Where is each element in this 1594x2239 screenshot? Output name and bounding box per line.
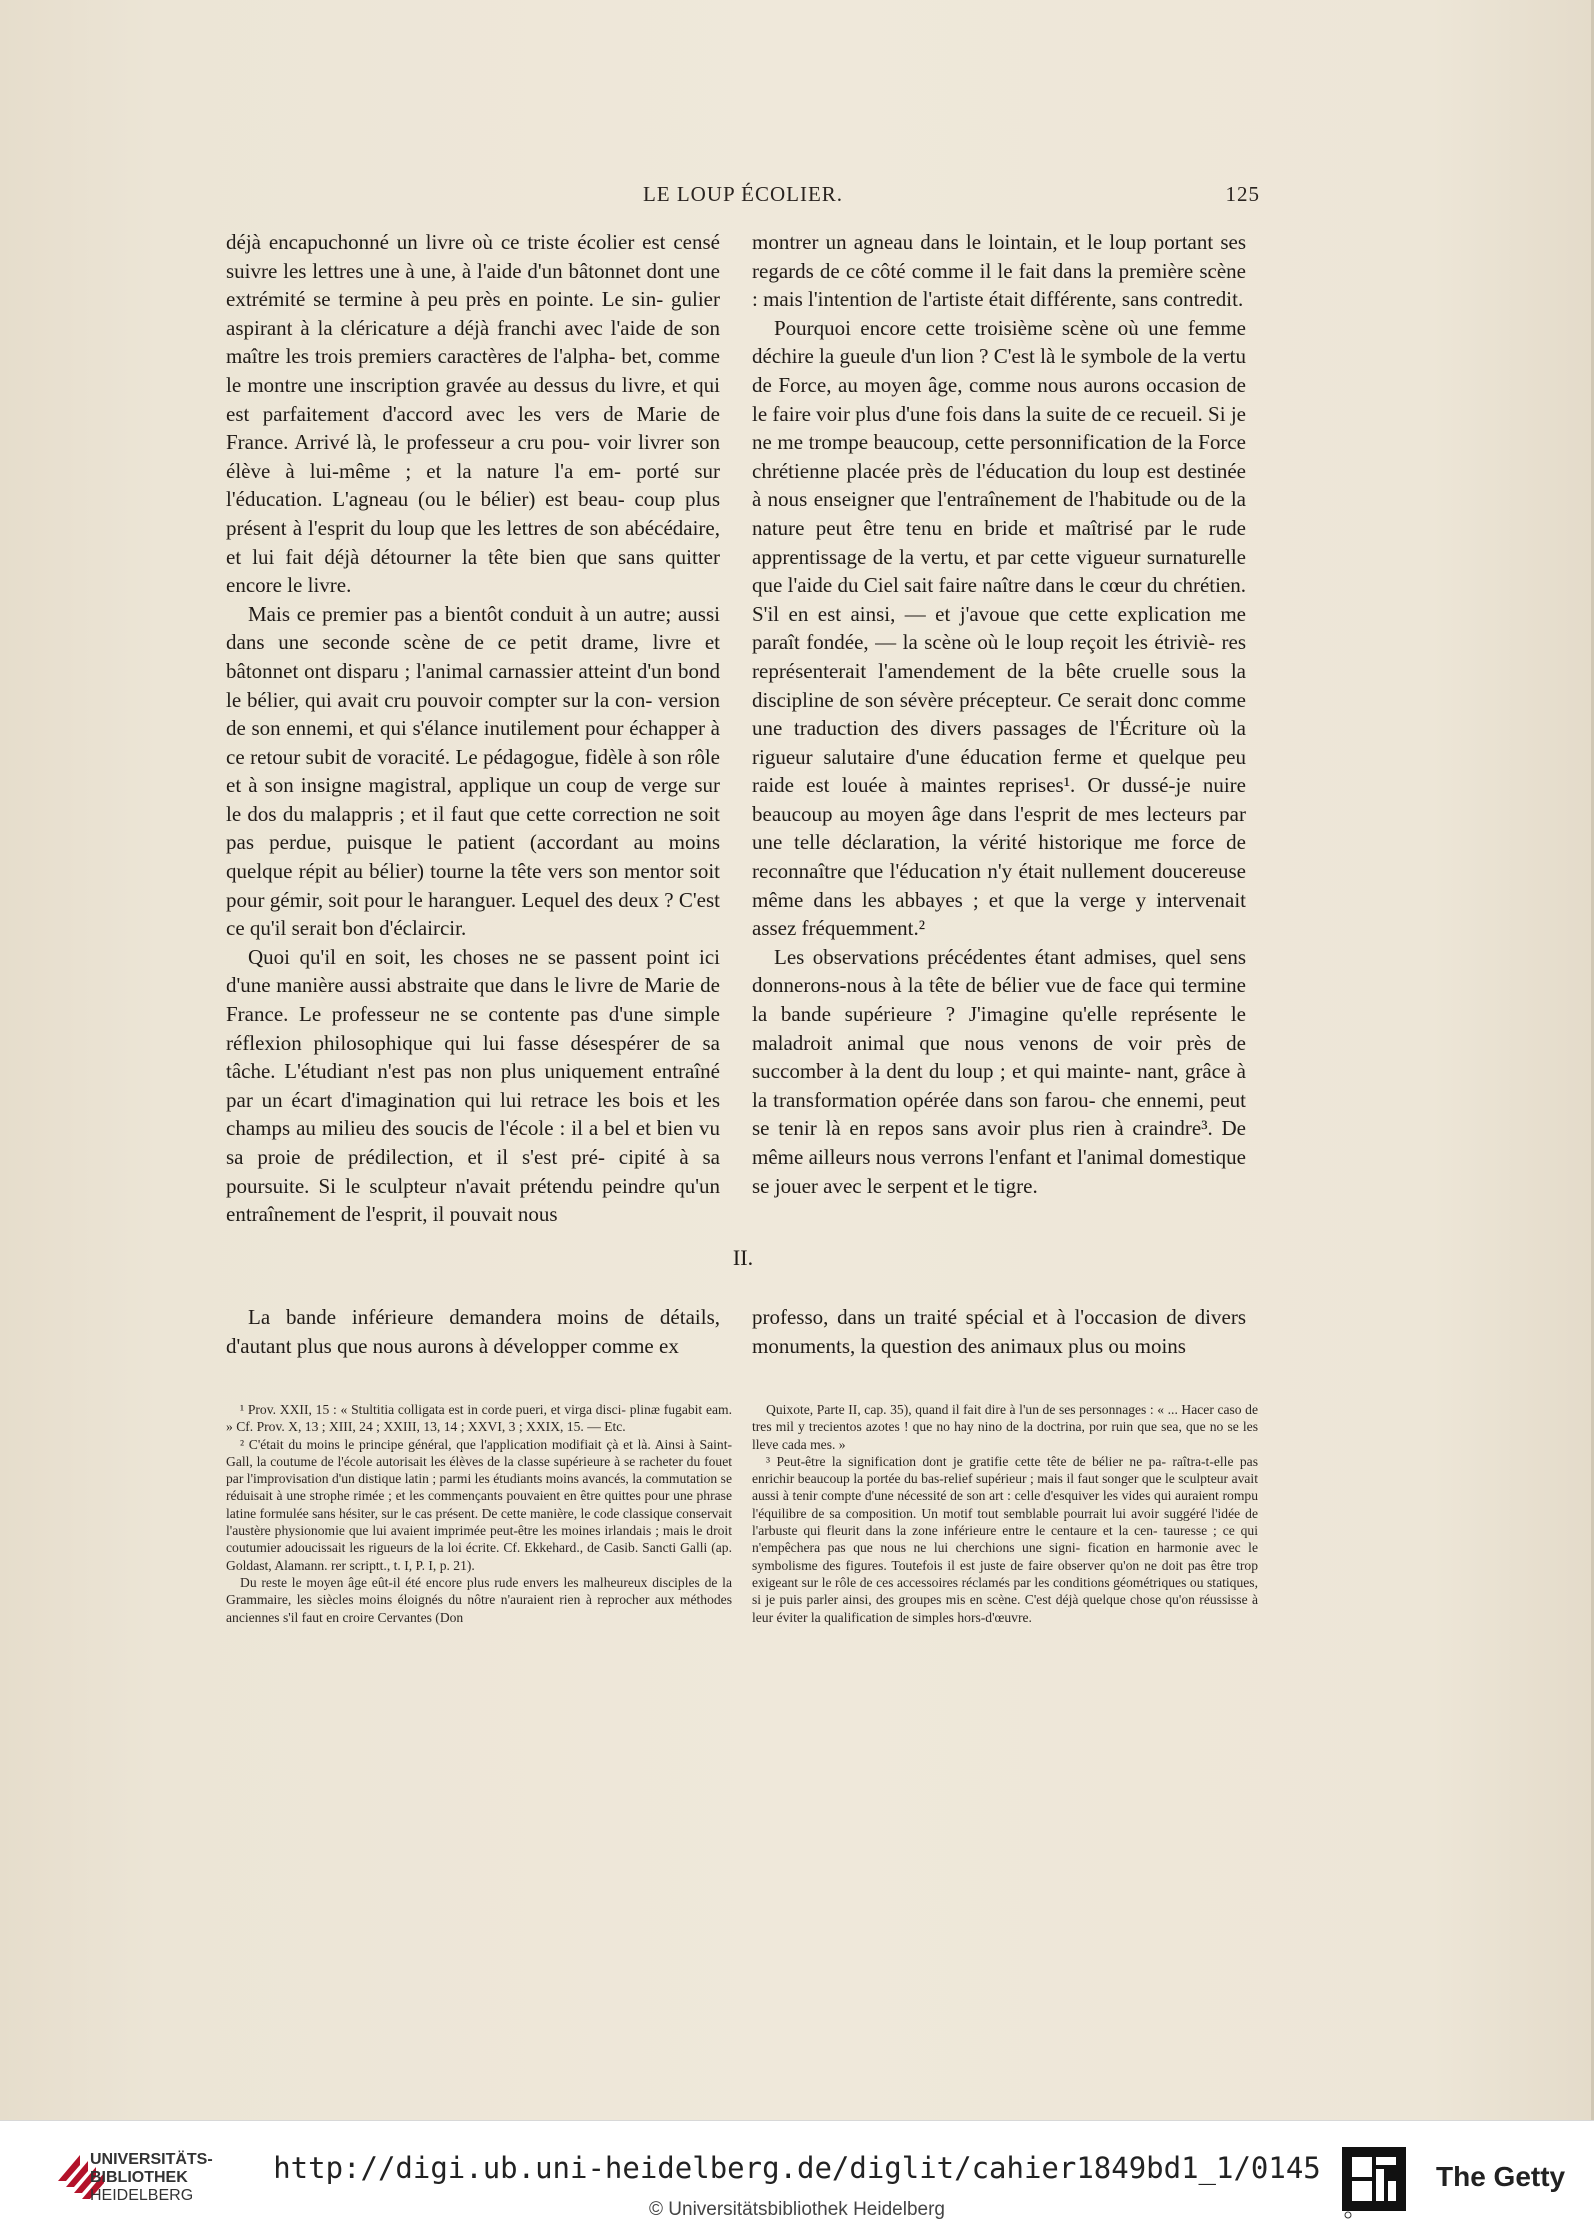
viewer-footer xyxy=(0,2120,1594,2239)
footnote: Quixote, Parte II, cap. 35), quand il fait dire à l'un de ses personnages : « ... Hacer caso de tres mil y trecientos azotes ! que no hay nino de la doctrina, por ruin que sea, que no se les lleve cada mes. » xyxy=(752,1402,1258,1452)
footnotes-left xyxy=(226,1401,732,1626)
partner-name: The Getty xyxy=(1436,2161,1566,2192)
institution-line: BIBLIOTHEK xyxy=(90,2169,188,2186)
footnotes-right xyxy=(752,1401,1258,1626)
page-number: 125 xyxy=(1225,182,1260,206)
footnote: ¹ Prov. XXII, 15 : « Stultitia colligata est in corde pueri, et virga disci- plinæ fugabit eam. » Cf. Prov. X, 13 ; XIII, 24 ; XXIII, 13, 14 ; XXVI, 3 ; XXIX, 15. — Etc. xyxy=(226,1402,732,1435)
footnote: ² C'était du moins le principe général, que l'application modifiait çà et là. Ainsi à Saint-Gall, la coutume de l'école autorisait les élèves de la classe supérieure à se racheter du fouet par l'improvisation d'un distique latin ; parmi les étudiants moins avancés, la commutation se réduisait à une strophe rimée ; et les commençants pouvaient en être quittes pour une phrase latine formulée sans hésiter, sur le cas présent. De cette manière, le code classique conservait l'austère physionomie que lui avaient imprimée peut-être les moines irlandais ; mais le droit coutumier adoucissait les rigueurs de la loi écrite. Cf. Ekkehard., de Casib. Sancti Galli (ap. Goldast, Alamann. rer scriptt., t. I, P. I, p. 21). xyxy=(226,1436,732,1573)
institution-line: HEIDELBERG xyxy=(90,2187,194,2204)
paragraph: Pourquoi encore cette troisième scène où une femme déchire la gueule d'un lion ? C'est là le symbole de la vertu de Force, au moyen âge, comme nous aurons occasion de le faire voir plus d'une fois dans la suite de ce recueil. Si je ne me trompe beaucoup, cette personnification de la Force chrétienne placée près de l'éducation du loup est destinée à nous enseigner que l'entraînement de l'habitude ou de la nature peut être tenu en bride et maîtrisé par le rude apprentissage de la vertu, et par cette vigueur surnaturelle que l'aide du Ciel sait faire naître dans le cœur du chrétien. S'il en est ainsi, — et j'avoue que cette explication me paraît fondée, — la scène où le loup reçoit les étriviè- res représenterait l'amendement de la bête cruelle sous la discipline de son sévère précepteur. Ce serait donc comme une traduction des divers passages de l'Écriture où la rigueur salutaire d'une éducation ferme et quelque peu raide est louée à maintes reprises¹. Or dussé-je nuire beaucoup au moyen âge dans l'esprit de mes lecteurs par une telle déclaration, la vérité historique me force de reconnaître que l'éducation n'y était nullement doucereuse même dans les abbayes ; et que la verge y intervenait assez fréquemment.² xyxy=(752,315,1246,941)
paragraph: professo, dans un traité spécial et à l'occasion de divers monuments, la question des animaux plus ou moins xyxy=(752,1305,1246,1358)
paragraph: Quoi qu'il en soit, les choses ne se passent point ici d'une manière aussi abstraite que dans le livre de Marie de France. Le professeur ne se contente pas d'une simple réflexion philosophique qui lui fasse désespérer de sa tâche. L'étudiant n'est pas non plus uniquement entraîné par un écart d'imagination qui lui retrace les bois et les champs au milieu des soucis de l'école : il a bel et bien vu sa proie de prédilection, et il s'est pré- cipité à sa poursuite. Si le sculpteur n'avait prétendu peindre qu'un entraînement de l'esprit, il pouvait nous xyxy=(226,944,720,1227)
left-column xyxy=(226,228,720,1229)
paragraph: déjà encapuchonné un livre où ce triste écolier est censé suivre les lettres une à une, à l'aide d'un bâtonnet dont une extrémité se termine à peu près en pointe. Le sin- gulier aspirant à la cléricature a déjà franchi avec l'aide de son maître les trois premiers caractères de l'alpha- bet, comme le montre une inscription gravée au dessus du livre, et qui est parfaitement d'accord avec les vers de Marie de France. Arrivé là, le professeur a cru pou- voir livrer son élève à lui-même ; et la nature l'a em- porté sur l'éducation. L'agneau (ou le bélier) est beau- coup plus présent à l'esprit du loup que les lettres de son abécédaire, et lui fait déjà détourner la tête bien que sans quitter encore le livre. xyxy=(226,230,720,598)
page-header xyxy=(226,182,1260,212)
running-title: LE LOUP ÉCOLIER. xyxy=(642,182,844,206)
paragraph: montrer un agneau dans le lointain, et le loup portant ses regards de ce côté comme il le fait dans la première scène : mais l'intention de l'artiste était différente, sans contredit. xyxy=(752,230,1246,312)
right-column xyxy=(752,228,1246,1200)
paragraph: Mais ce premier pas a bientôt conduit à un autre; aussi dans une seconde scène de ce petit drame, livre et bâtonnet ont disparu ; l'animal carnassier atteint d'un bond le bélier, qui avait cru pouvoir compter sur la con- version de son ennemi, et qui s'élance inutilement pour échapper à ce retour subit de voracité. Le pédagogue, fidèle à son rôle et à son insigne magistral, applique un coup de verge sur le dos du malappris ; et il faut que cette correction ne soit pas perdue, puisque le patient (accordant au moins quelque répit au bélier) tourne la tête vers son mentor soit pour gémir, soit pour le haranguer. Lequel des deux ? C'est ce qu'il serait bon d'éclaircir. xyxy=(226,601,720,941)
footnote: Du reste le moyen âge eût-il été encore plus rude envers les malheureux disciples de la Grammaire, les siècles moins éloignés du nôtre n'auraient rien à reprocher aux méthodes anciennes s'il faut en croire Cervantes (Don xyxy=(226,1574,732,1625)
paragraph: Les observations précédentes étant admises, quel sens donnerons-nous à la tête de bélier vue de face qui termine la bande supérieure ? J'imagine qu'elle représente le maladroit animal que nous venons de voir près de succomber à la dent du loup ; et qui mainte- nant, grâce à la transformation opérée dans son farou- che ennemi, peut se tenir là en repos sans avoir plus rien à craindre³. De même ailleurs nous verrons l'enfant et l'animal domestique se jouer avec le serpent et le tigre. xyxy=(752,944,1246,1198)
section-right-column xyxy=(752,1303,1246,1360)
copyright-notice: © Universitätsbibliothek Heidelberg xyxy=(649,2199,945,2220)
permalink-url[interactable]: http://digi.ub.uni-heidelberg.de/diglit/cahier1849bd1_1/0145 xyxy=(273,2151,1321,2185)
paragraph: La bande inférieure demandera moins de détails, d'autant plus que nous aurons à développer comme ex xyxy=(226,1305,720,1358)
section-left-column xyxy=(226,1303,720,1360)
footnote: ³ Peut-être la signification dont je gratifie cette tête de bélier ne pa- raîtra-t-elle pas enrichir beaucoup la portée du bas-relief supérieur ; mais il faut songer que le sculpteur avait aussi à tenir compte d'une nécessité de son art : celle d'esquiver les vides qui auraient rompu l'équilibre de sa composition. Un motif tout semblable pourrait lui avoir suggéré l'idée de l'arbuste qui fleurit dans la zone inférieure entre le centaure et la cen- tauresse ; ce qui n'empêchera pas que nous ne lui cherchions une signi- fication en harmonie avec le symbolisme des figures. Toutefois il est juste de faire observer qu'on ne doit pas être trop exigeant sur le rôle de ces accessoires réclamés par les conditions géométriques ou statiques, si je puis parler ainsi, des groupes mis en scène. C'est déjà quelque chose qu'on réussisse à leur éviter la qualification de simples hors-d'œuvre. xyxy=(752,1453,1258,1625)
section-heading: II. xyxy=(732,1245,754,1270)
getty-logo-icon[interactable] xyxy=(1342,2147,1406,2219)
institution-line: UNIVERSITÄTS- xyxy=(90,2151,213,2168)
